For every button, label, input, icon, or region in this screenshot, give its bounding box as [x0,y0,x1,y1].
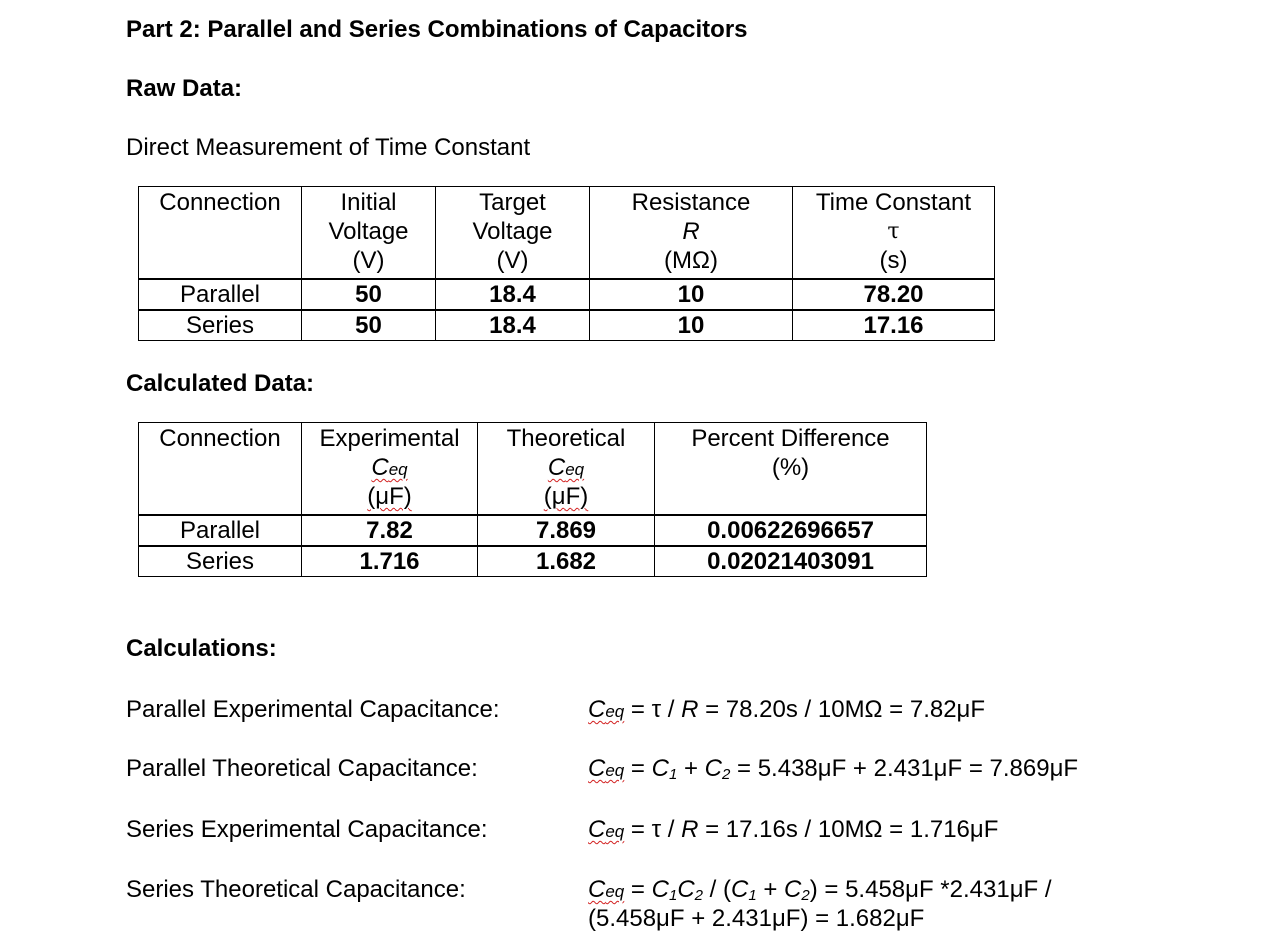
raw-row-target: 18.4 [436,279,590,310]
calc-label-series-theoretical: Series Theoretical Capacitance: [126,876,466,903]
formula-series-experimental: Ceq = τ / R = 17.16s / 10MΩ = 1.716μF [588,816,999,843]
raw-data-heading: Raw Data: [126,75,243,102]
calc-row-percent: 0.02021403091 [655,546,927,577]
raw-header-resistance: Resistance R (MΩ) [590,187,793,279]
raw-data-subheading: Direct Measurement of Time Constant [126,134,531,161]
calc-row-percent: 0.00622696657 [655,515,927,546]
raw-header-time-constant: Time Constant τ (s) [793,187,995,279]
raw-row-tau: 17.16 [793,310,995,341]
raw-row-tau: 78.20 [793,279,995,310]
calc-row-experimental: 1.716 [302,546,478,577]
calc-row-experimental: 7.82 [302,515,478,546]
calc-row-connection: Series [139,546,302,577]
raw-header-connection: Connection [139,187,302,279]
calc-label-parallel-theoretical: Parallel Theoretical Capacitance: [126,755,478,782]
raw-header-target-voltage: Target Voltage (V) [436,187,590,279]
calc-row-connection: Parallel [139,515,302,546]
formula-parallel-experimental: Ceq = τ / R = 78.20s / 10MΩ = 7.82μF [588,696,986,723]
calculations-heading: Calculations: [126,635,277,662]
raw-row-resistance: 10 [590,279,793,310]
raw-data-table [138,186,995,341]
calc-row-theoretical: 1.682 [478,546,655,577]
calc-header-percent-difference: Percent Difference (%) [655,423,927,515]
raw-row-initial: 50 [302,310,436,341]
calc-row-theoretical: 7.869 [478,515,655,546]
calc-header-connection: Connection [139,423,302,515]
raw-row-resistance: 10 [590,310,793,341]
raw-row-connection: Parallel [139,279,302,310]
calc-label-series-experimental: Series Experimental Capacitance: [126,816,488,843]
formula-parallel-theoretical: Ceq = C1 + C2 = 5.438μF + 2.431μF = 7.869μF [588,755,1079,783]
page-title: Part 2: Parallel and Series Combinations of Capacitors [126,16,748,43]
calc-header-experimental: Experimental Ceq (μF) [302,423,478,515]
calc-header-theoretical: Theoretical Ceq (μF) [478,423,655,515]
table-row [139,310,995,341]
raw-row-initial: 50 [302,279,436,310]
calculated-data-heading: Calculated Data: [126,370,315,397]
table-row [139,279,995,310]
raw-header-initial-voltage: Initial Voltage (V) [302,187,436,279]
table-row [139,515,927,546]
calc-label-parallel-experimental: Parallel Experimental Capacitance: [126,696,500,723]
formula-series-theoretical-line2: (5.458μF + 2.431μF) = 1.682μF [588,905,925,932]
table-row [139,546,927,577]
raw-row-target: 18.4 [436,310,590,341]
formula-series-theoretical: Ceq = C1C2 / (C1 + C2) = 5.458μF *2.431μF / [588,876,1052,904]
calculated-data-table [138,422,927,577]
raw-row-connection: Series [139,310,302,341]
